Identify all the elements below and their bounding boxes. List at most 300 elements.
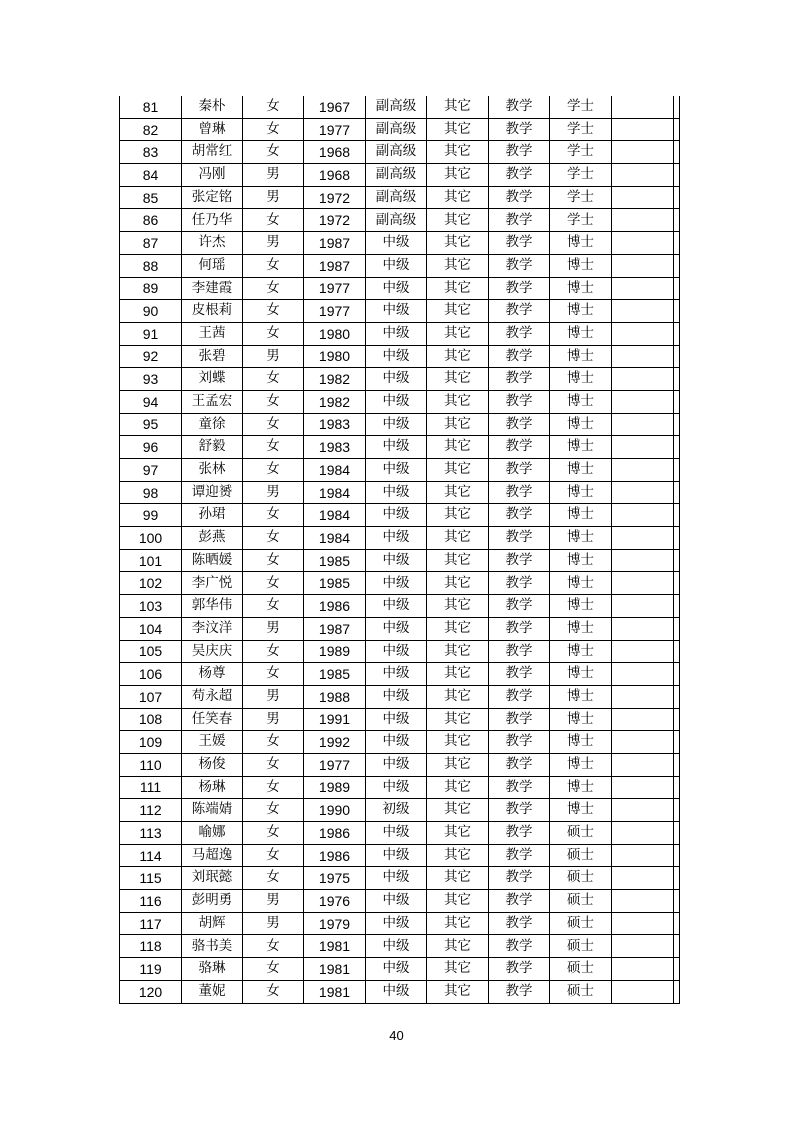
title-level-cell: 中级 — [366, 232, 427, 255]
table-row — [120, 209, 680, 232]
table-row — [120, 663, 680, 686]
name-cell: 马超逸 — [182, 844, 243, 867]
blank-cell-2 — [674, 368, 680, 391]
birth-year-cell: 1975 — [304, 867, 366, 890]
table-row — [120, 459, 680, 482]
name-cell: 杨尊 — [182, 663, 243, 686]
table-row — [120, 572, 680, 595]
blank-cell-2 — [674, 617, 680, 640]
gender-cell: 女 — [243, 459, 304, 482]
blank-cell-2 — [674, 118, 680, 141]
row-number-cell: 94 — [120, 390, 182, 413]
title-level-cell: 副高级 — [366, 209, 427, 232]
post-type-cell: 教学 — [489, 322, 550, 345]
birth-year-cell: 1988 — [304, 685, 366, 708]
title-level-cell: 中级 — [366, 617, 427, 640]
blank-cell-1 — [612, 844, 674, 867]
blank-cell-1 — [612, 731, 674, 754]
degree-cell: 博士 — [550, 708, 612, 731]
post-type-cell: 教学 — [489, 799, 550, 822]
gender-cell: 男 — [243, 232, 304, 255]
row-number-cell: 96 — [120, 436, 182, 459]
name-cell: 吴庆庆 — [182, 640, 243, 663]
category-cell: 其它 — [427, 141, 489, 164]
blank-cell-2 — [674, 640, 680, 663]
gender-cell: 男 — [243, 685, 304, 708]
post-type-cell: 教学 — [489, 912, 550, 935]
blank-cell-1 — [612, 481, 674, 504]
blank-cell-1 — [612, 958, 674, 981]
post-type-cell: 教学 — [489, 368, 550, 391]
gender-cell: 女 — [243, 844, 304, 867]
birth-year-cell: 1987 — [304, 232, 366, 255]
gender-cell: 女 — [243, 96, 304, 118]
blank-cell-1 — [612, 300, 674, 323]
category-cell: 其它 — [427, 209, 489, 232]
birth-year-cell: 1967 — [304, 96, 366, 118]
table-row — [120, 322, 680, 345]
post-type-cell: 教学 — [489, 481, 550, 504]
gender-cell: 女 — [243, 390, 304, 413]
blank-cell-2 — [674, 322, 680, 345]
degree-cell: 博士 — [550, 731, 612, 754]
category-cell: 其它 — [427, 232, 489, 255]
post-type-cell: 教学 — [489, 300, 550, 323]
category-cell: 其它 — [427, 776, 489, 799]
blank-cell-2 — [674, 459, 680, 482]
degree-cell: 博士 — [550, 776, 612, 799]
table-row — [120, 186, 680, 209]
category-cell: 其它 — [427, 731, 489, 754]
name-cell: 董妮 — [182, 980, 243, 1003]
gender-cell: 男 — [243, 912, 304, 935]
row-number-cell: 95 — [120, 413, 182, 436]
table-row — [120, 640, 680, 663]
birth-year-cell: 1989 — [304, 640, 366, 663]
birth-year-cell: 1977 — [304, 118, 366, 141]
degree-cell: 博士 — [550, 300, 612, 323]
birth-year-cell: 1980 — [304, 345, 366, 368]
name-cell: 骆琳 — [182, 958, 243, 981]
staff-table-body — [120, 96, 680, 1003]
degree-cell: 硕士 — [550, 844, 612, 867]
birth-year-cell: 1987 — [304, 254, 366, 277]
row-number-cell: 108 — [120, 708, 182, 731]
category-cell: 其它 — [427, 186, 489, 209]
post-type-cell: 教学 — [489, 164, 550, 187]
category-cell: 其它 — [427, 912, 489, 935]
row-number-cell: 86 — [120, 209, 182, 232]
gender-cell: 女 — [243, 504, 304, 527]
gender-cell: 女 — [243, 436, 304, 459]
category-cell: 其它 — [427, 300, 489, 323]
name-cell: 舒毅 — [182, 436, 243, 459]
blank-cell-1 — [612, 277, 674, 300]
birth-year-cell: 1979 — [304, 912, 366, 935]
gender-cell: 女 — [243, 413, 304, 436]
blank-cell-2 — [674, 504, 680, 527]
birth-year-cell: 1985 — [304, 549, 366, 572]
blank-cell-1 — [612, 822, 674, 845]
post-type-cell: 教学 — [489, 390, 550, 413]
category-cell: 其它 — [427, 527, 489, 550]
title-level-cell: 中级 — [366, 368, 427, 391]
name-cell: 李建霞 — [182, 277, 243, 300]
post-type-cell: 教学 — [489, 527, 550, 550]
table-row — [120, 617, 680, 640]
category-cell: 其它 — [427, 436, 489, 459]
title-level-cell: 中级 — [366, 708, 427, 731]
post-type-cell: 教学 — [489, 232, 550, 255]
title-level-cell: 中级 — [366, 958, 427, 981]
row-number-cell: 99 — [120, 504, 182, 527]
post-type-cell: 教学 — [489, 935, 550, 958]
blank-cell-1 — [612, 708, 674, 731]
title-level-cell: 初级 — [366, 799, 427, 822]
name-cell: 李汶洋 — [182, 617, 243, 640]
title-level-cell: 中级 — [366, 345, 427, 368]
table-row — [120, 685, 680, 708]
post-type-cell: 教学 — [489, 141, 550, 164]
gender-cell: 女 — [243, 958, 304, 981]
category-cell: 其它 — [427, 277, 489, 300]
blank-cell-2 — [674, 685, 680, 708]
degree-cell: 博士 — [550, 572, 612, 595]
table-row — [120, 822, 680, 845]
title-level-cell: 中级 — [366, 595, 427, 618]
table-row — [120, 96, 680, 118]
category-cell: 其它 — [427, 572, 489, 595]
blank-cell-2 — [674, 822, 680, 845]
name-cell: 胡常红 — [182, 141, 243, 164]
table-row — [120, 595, 680, 618]
category-cell: 其它 — [427, 413, 489, 436]
table-row — [120, 413, 680, 436]
title-level-cell: 中级 — [366, 935, 427, 958]
gender-cell: 女 — [243, 141, 304, 164]
category-cell: 其它 — [427, 96, 489, 118]
degree-cell: 博士 — [550, 549, 612, 572]
birth-year-cell: 1972 — [304, 209, 366, 232]
gender-cell: 女 — [243, 822, 304, 845]
degree-cell: 学士 — [550, 209, 612, 232]
category-cell: 其它 — [427, 481, 489, 504]
table-row — [120, 980, 680, 1003]
blank-cell-2 — [674, 436, 680, 459]
category-cell: 其它 — [427, 640, 489, 663]
post-type-cell: 教学 — [489, 776, 550, 799]
degree-cell: 博士 — [550, 254, 612, 277]
degree-cell: 硕士 — [550, 980, 612, 1003]
row-number-cell: 87 — [120, 232, 182, 255]
name-cell: 任笑春 — [182, 708, 243, 731]
degree-cell: 博士 — [550, 595, 612, 618]
row-number-cell: 109 — [120, 731, 182, 754]
title-level-cell: 中级 — [366, 980, 427, 1003]
degree-cell: 硕士 — [550, 867, 612, 890]
birth-year-cell: 1984 — [304, 527, 366, 550]
degree-cell: 博士 — [550, 413, 612, 436]
birth-year-cell: 1989 — [304, 776, 366, 799]
blank-cell-2 — [674, 663, 680, 686]
name-cell: 郭华伟 — [182, 595, 243, 618]
blank-cell-2 — [674, 844, 680, 867]
title-level-cell: 中级 — [366, 413, 427, 436]
blank-cell-1 — [612, 141, 674, 164]
gender-cell: 女 — [243, 753, 304, 776]
blank-cell-1 — [612, 527, 674, 550]
title-level-cell: 中级 — [366, 436, 427, 459]
gender-cell: 女 — [243, 595, 304, 618]
blank-cell-1 — [612, 935, 674, 958]
category-cell: 其它 — [427, 118, 489, 141]
category-cell: 其它 — [427, 890, 489, 913]
table-row — [120, 935, 680, 958]
birth-year-cell: 1972 — [304, 186, 366, 209]
gender-cell: 男 — [243, 617, 304, 640]
row-number-cell: 91 — [120, 322, 182, 345]
table-row — [120, 164, 680, 187]
blank-cell-1 — [612, 209, 674, 232]
name-cell: 彭明勇 — [182, 890, 243, 913]
name-cell: 童徐 — [182, 413, 243, 436]
table-row — [120, 504, 680, 527]
row-number-cell: 81 — [120, 96, 182, 118]
title-level-cell: 中级 — [366, 731, 427, 754]
blank-cell-2 — [674, 300, 680, 323]
title-level-cell: 中级 — [366, 277, 427, 300]
table-row — [120, 549, 680, 572]
blank-cell-1 — [612, 776, 674, 799]
blank-cell-2 — [674, 753, 680, 776]
gender-cell: 男 — [243, 186, 304, 209]
row-number-cell: 116 — [120, 890, 182, 913]
table-row — [120, 232, 680, 255]
degree-cell: 硕士 — [550, 958, 612, 981]
blank-cell-1 — [612, 254, 674, 277]
degree-cell: 博士 — [550, 390, 612, 413]
table-row — [120, 958, 680, 981]
table-row — [120, 345, 680, 368]
row-number-cell: 100 — [120, 527, 182, 550]
degree-cell: 博士 — [550, 663, 612, 686]
name-cell: 皮根莉 — [182, 300, 243, 323]
birth-year-cell: 1982 — [304, 368, 366, 391]
degree-cell: 博士 — [550, 527, 612, 550]
post-type-cell: 教学 — [489, 504, 550, 527]
row-number-cell: 98 — [120, 481, 182, 504]
table-row — [120, 867, 680, 890]
title-level-cell: 副高级 — [366, 141, 427, 164]
title-level-cell: 中级 — [366, 890, 427, 913]
degree-cell: 博士 — [550, 504, 612, 527]
birth-year-cell: 1991 — [304, 708, 366, 731]
birth-year-cell: 1986 — [304, 595, 366, 618]
category-cell: 其它 — [427, 368, 489, 391]
title-level-cell: 中级 — [366, 663, 427, 686]
name-cell: 张碧 — [182, 345, 243, 368]
blank-cell-2 — [674, 232, 680, 255]
category-cell: 其它 — [427, 799, 489, 822]
degree-cell: 博士 — [550, 640, 612, 663]
table-row — [120, 300, 680, 323]
birth-year-cell: 1981 — [304, 935, 366, 958]
birth-year-cell: 1977 — [304, 300, 366, 323]
category-cell: 其它 — [427, 390, 489, 413]
gender-cell: 女 — [243, 300, 304, 323]
blank-cell-2 — [674, 912, 680, 935]
title-level-cell: 中级 — [366, 822, 427, 845]
degree-cell: 博士 — [550, 436, 612, 459]
post-type-cell: 教学 — [489, 595, 550, 618]
gender-cell: 女 — [243, 209, 304, 232]
blank-cell-2 — [674, 776, 680, 799]
name-cell: 胡辉 — [182, 912, 243, 935]
title-level-cell: 中级 — [366, 776, 427, 799]
row-number-cell: 107 — [120, 685, 182, 708]
name-cell: 张林 — [182, 459, 243, 482]
blank-cell-2 — [674, 527, 680, 550]
post-type-cell: 教学 — [489, 958, 550, 981]
blank-cell-2 — [674, 958, 680, 981]
gender-cell: 女 — [243, 277, 304, 300]
name-cell: 骆书美 — [182, 935, 243, 958]
post-type-cell: 教学 — [489, 867, 550, 890]
birth-year-cell: 1982 — [304, 390, 366, 413]
title-level-cell: 中级 — [366, 322, 427, 345]
title-level-cell: 中级 — [366, 300, 427, 323]
blank-cell-2 — [674, 186, 680, 209]
row-number-cell: 101 — [120, 549, 182, 572]
category-cell: 其它 — [427, 980, 489, 1003]
birth-year-cell: 1986 — [304, 822, 366, 845]
gender-cell: 男 — [243, 890, 304, 913]
blank-cell-1 — [612, 436, 674, 459]
post-type-cell: 教学 — [489, 685, 550, 708]
table-row — [120, 368, 680, 391]
blank-cell-1 — [612, 799, 674, 822]
post-type-cell: 教学 — [489, 753, 550, 776]
blank-cell-1 — [612, 504, 674, 527]
blank-cell-2 — [674, 867, 680, 890]
title-level-cell: 中级 — [366, 254, 427, 277]
birth-year-cell: 1984 — [304, 481, 366, 504]
post-type-cell: 教学 — [489, 822, 550, 845]
title-level-cell: 中级 — [366, 527, 427, 550]
table-row — [120, 708, 680, 731]
blank-cell-2 — [674, 980, 680, 1003]
birth-year-cell: 1984 — [304, 504, 366, 527]
birth-year-cell: 1985 — [304, 663, 366, 686]
title-level-cell: 中级 — [366, 867, 427, 890]
gender-cell: 女 — [243, 776, 304, 799]
title-level-cell: 中级 — [366, 481, 427, 504]
name-cell: 杨俊 — [182, 753, 243, 776]
name-cell: 王茜 — [182, 322, 243, 345]
category-cell: 其它 — [427, 708, 489, 731]
row-number-cell: 102 — [120, 572, 182, 595]
table-row — [120, 731, 680, 754]
name-cell: 陈晒媛 — [182, 549, 243, 572]
name-cell: 谭迎赟 — [182, 481, 243, 504]
name-cell: 孙珺 — [182, 504, 243, 527]
table-row — [120, 844, 680, 867]
category-cell: 其它 — [427, 685, 489, 708]
birth-year-cell: 1990 — [304, 799, 366, 822]
category-cell: 其它 — [427, 164, 489, 187]
degree-cell: 博士 — [550, 753, 612, 776]
gender-cell: 女 — [243, 867, 304, 890]
degree-cell: 博士 — [550, 345, 612, 368]
name-cell: 王媛 — [182, 731, 243, 754]
birth-year-cell: 1983 — [304, 413, 366, 436]
category-cell: 其它 — [427, 867, 489, 890]
degree-cell: 硕士 — [550, 822, 612, 845]
gender-cell: 女 — [243, 640, 304, 663]
table-row — [120, 912, 680, 935]
post-type-cell: 教学 — [489, 731, 550, 754]
post-type-cell: 教学 — [489, 617, 550, 640]
title-level-cell: 中级 — [366, 912, 427, 935]
degree-cell: 博士 — [550, 232, 612, 255]
blank-cell-1 — [612, 186, 674, 209]
row-number-cell: 113 — [120, 822, 182, 845]
category-cell: 其它 — [427, 935, 489, 958]
gender-cell: 女 — [243, 549, 304, 572]
gender-cell: 女 — [243, 663, 304, 686]
category-cell: 其它 — [427, 595, 489, 618]
blank-cell-1 — [612, 753, 674, 776]
blank-cell-1 — [612, 118, 674, 141]
degree-cell: 学士 — [550, 96, 612, 118]
blank-cell-2 — [674, 572, 680, 595]
category-cell: 其它 — [427, 345, 489, 368]
row-number-cell: 88 — [120, 254, 182, 277]
post-type-cell: 教学 — [489, 549, 550, 572]
gender-cell: 女 — [243, 322, 304, 345]
blank-cell-2 — [674, 708, 680, 731]
row-number-cell: 104 — [120, 617, 182, 640]
title-level-cell: 副高级 — [366, 118, 427, 141]
category-cell: 其它 — [427, 617, 489, 640]
blank-cell-2 — [674, 209, 680, 232]
birth-year-cell: 1981 — [304, 958, 366, 981]
name-cell: 喻娜 — [182, 822, 243, 845]
degree-cell: 博士 — [550, 459, 612, 482]
name-cell: 张定铭 — [182, 186, 243, 209]
blank-cell-1 — [612, 413, 674, 436]
degree-cell: 学士 — [550, 141, 612, 164]
post-type-cell: 教学 — [489, 640, 550, 663]
name-cell: 李广悦 — [182, 572, 243, 595]
blank-cell-2 — [674, 413, 680, 436]
name-cell: 刘珉懿 — [182, 867, 243, 890]
title-level-cell: 中级 — [366, 640, 427, 663]
blank-cell-1 — [612, 232, 674, 255]
degree-cell: 学士 — [550, 118, 612, 141]
degree-cell: 学士 — [550, 164, 612, 187]
blank-cell-1 — [612, 617, 674, 640]
row-number-cell: 118 — [120, 935, 182, 958]
blank-cell-1 — [612, 867, 674, 890]
blank-cell-2 — [674, 345, 680, 368]
name-cell: 曾琳 — [182, 118, 243, 141]
table-row — [120, 390, 680, 413]
post-type-cell: 教学 — [489, 436, 550, 459]
blank-cell-2 — [674, 549, 680, 572]
name-cell: 陈端婧 — [182, 799, 243, 822]
table-row — [120, 254, 680, 277]
